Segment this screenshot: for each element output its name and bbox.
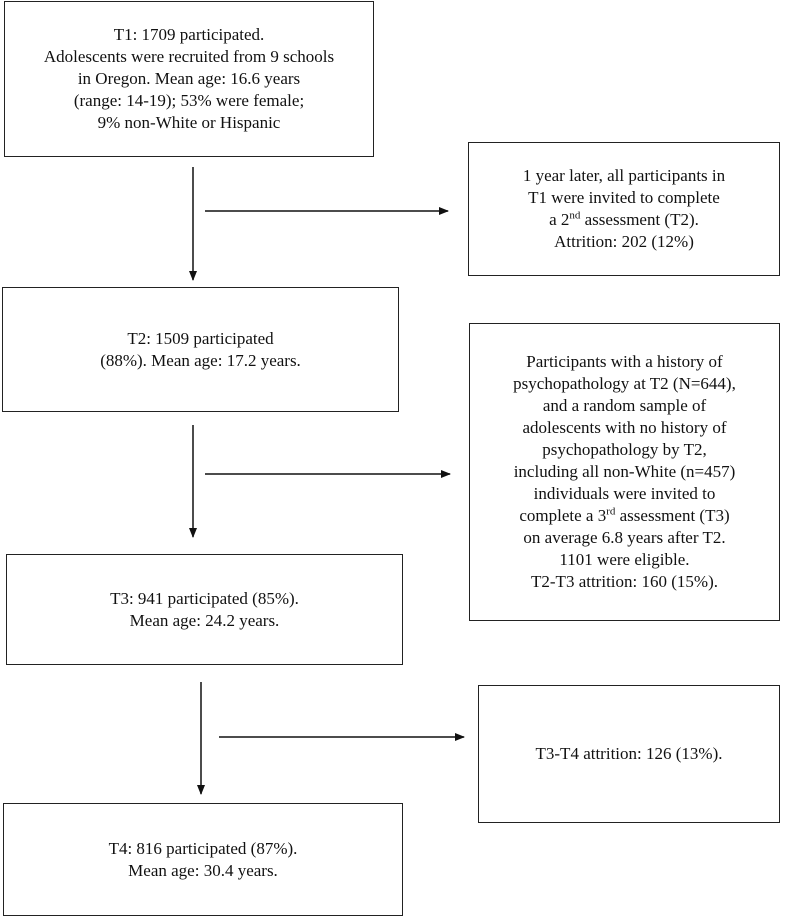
t2-line-1: T2: 1509 participated <box>127 328 274 348</box>
invite3-line-4: adolescents with no history of <box>522 418 727 437</box>
t2-box <box>2 287 399 412</box>
t4-line-2: Mean age: 30.4 years. <box>128 860 278 880</box>
invite3-line-10: 1101 were eligible. <box>559 550 690 569</box>
attrition1-line-4: Attrition: 202 (12%) <box>554 232 694 251</box>
attrition3-box <box>478 685 780 823</box>
t1-line-1: T1: 1709 participated. <box>113 25 265 44</box>
t3-line-1: T3: 941 participated (85%). <box>110 588 299 608</box>
t1-line-5: 9% non-White or Hispanic <box>97 113 281 132</box>
attrition1-ordinal-sup: nd <box>569 209 581 222</box>
attrition1-line-2: T1 were invited to complete <box>528 188 720 207</box>
t1-line-3: in Oregon. Mean age: 16.6 years <box>77 69 301 88</box>
invite3-line-8-pre: complete a 3 <box>519 506 607 525</box>
t2-line-2: (88%). Mean age: 17.2 years. <box>100 350 301 370</box>
attrition1-line-1: 1 year later, all participants in <box>522 166 726 185</box>
t3-box <box>6 554 403 665</box>
attrition1-line-3 <box>549 209 699 231</box>
t1-box <box>4 1 374 157</box>
invite3-box <box>469 323 780 621</box>
t1-line-4: (range: 14-19); 53% were female; <box>73 91 305 110</box>
invite3-line-9: on average 6.8 years after T2. <box>523 528 726 547</box>
invite3-line-7: individuals were invited to <box>533 484 716 503</box>
t4-box <box>3 803 403 916</box>
invite3-line-3: and a random sample of <box>542 396 707 415</box>
invite3-line-1: Participants with a history of <box>526 352 723 371</box>
attrition1-line-3-post: assessment (T2). <box>580 210 699 229</box>
invite3-line-8-post: assessment (T3) <box>615 506 730 525</box>
invite3-line-6: including all non-White (n=457) <box>513 462 736 481</box>
attrition3-line-1: T3-T4 attrition: 126 (13%). <box>535 744 723 763</box>
invite3-line-2: psychopathology at T2 (N=644), <box>513 374 736 393</box>
invite3-line-11: T2-T3 attrition: 160 (15%). <box>531 572 718 591</box>
t3-line-2: Mean age: 24.2 years. <box>129 610 280 630</box>
invite3-ordinal-sup: rd <box>606 505 616 518</box>
t1-line-2: Adolescents were recruited from 9 schools <box>43 47 335 66</box>
invite3-line-8 <box>519 505 729 527</box>
t4-line-1: T4: 816 participated (87%). <box>108 838 298 858</box>
invite3-line-5: psychopathology by T2, <box>542 440 707 459</box>
attrition1-box <box>468 142 780 276</box>
attrition1-line-3-pre: a 2 <box>549 210 570 229</box>
